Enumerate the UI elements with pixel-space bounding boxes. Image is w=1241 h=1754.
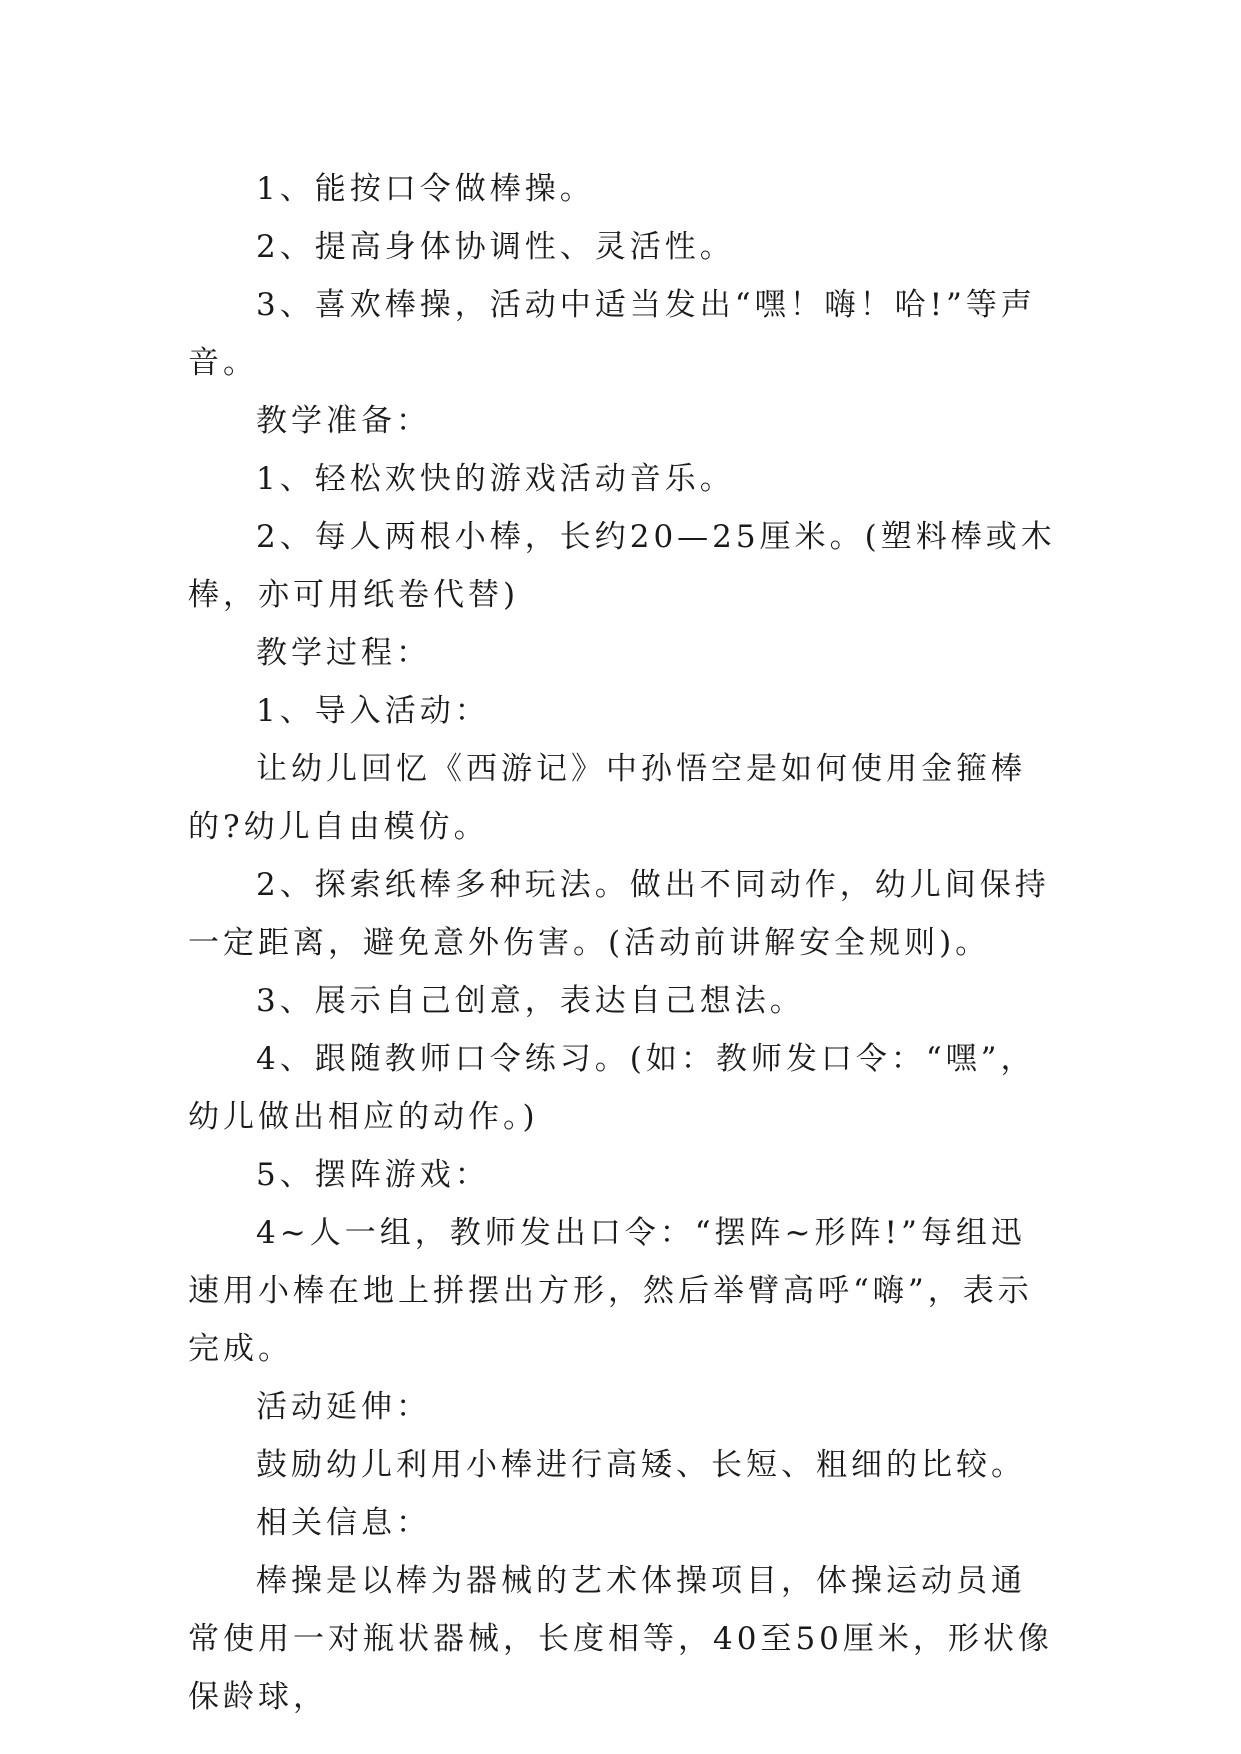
paragraph: 4、跟随教师口令练习。(如：教师发口令：“嘿”，幼儿做出相应的动作。): [188, 1041, 1036, 1135]
section-heading: 活动延伸：: [256, 1389, 431, 1425]
section-heading: 教学过程：: [256, 635, 431, 671]
paragraph: 2、提高身体协调性、灵活性。: [256, 229, 735, 265]
paragraph: 5、摆阵游戏：: [256, 1157, 490, 1193]
paragraph: 1、能按口令做棒操。: [256, 171, 595, 207]
paragraph: 1、轻松欢快的游戏活动音乐。: [256, 461, 735, 497]
paragraph: 让幼儿回忆《西游记》中孙悟空是如何使用金箍棒的?幼儿自由模仿。: [188, 751, 1026, 845]
paragraph: 1、导入活动：: [256, 693, 490, 729]
paragraph: 4~人一组，教师发出口令：“摆阵~形阵!”每组迅速用小棒在地上拼摆出方形，然后举臂高呼“嗨”，表示完成。: [188, 1215, 1033, 1367]
paragraph: 棒操是以棒为器械的艺术体操项目，体操运动员通常使用一对瓶状器械，长度相等，40至50厘米，形状像保龄球，: [188, 1563, 1053, 1715]
document-body: [188, 160, 1056, 1726]
section-heading: 相关信息：: [256, 1505, 431, 1541]
paragraph: 3、展示自己创意，表达自己想法。: [256, 983, 805, 1019]
section-heading: 教学准备：: [256, 403, 431, 439]
paragraph: 2、每人两根小棒，长约20—25厘米。(塑料棒或木棒，亦可用纸卷代替): [188, 519, 1056, 613]
paragraph: 3、喜欢棒操，活动中适当发出“嘿！嗨！哈!”等声音。: [188, 287, 1036, 381]
paragraph: 鼓励幼儿利用小棒进行高矮、长短、粗细的比较。: [256, 1447, 1026, 1483]
paragraph: 2、探索纸棒多种玩法。做出不同动作，幼儿间保持一定距离，避免意外伤害。(活动前讲解安全规则)。: [188, 867, 1050, 961]
